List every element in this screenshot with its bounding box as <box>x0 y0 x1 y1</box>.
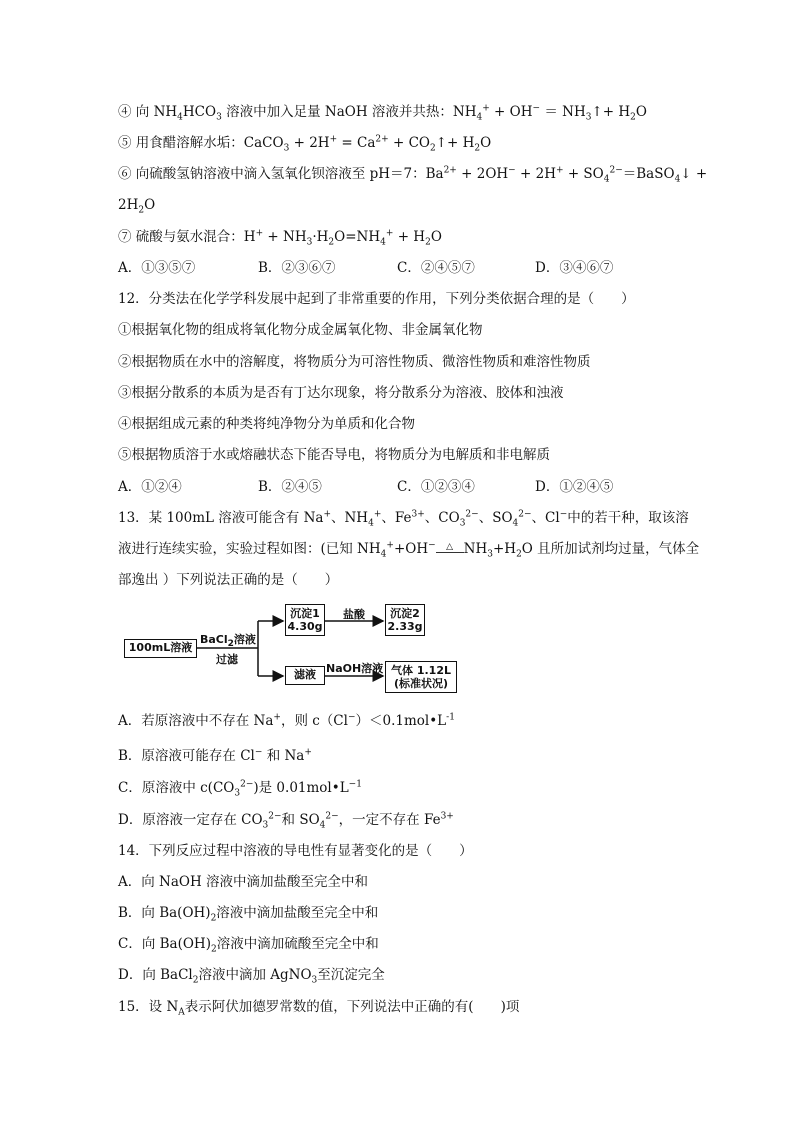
precipitate-2-box: 沉淀2 2.33g <box>385 604 425 636</box>
q12-stem: 12．分类法在化学学科发展中起到了非常重要的作用，下列分类依据合理的是（ ） <box>118 291 635 307</box>
filtrate-box: 滤液 <box>285 666 325 685</box>
q11-item-6: ⑥ 向硫酸氢钠溶液中滴入氢氧化钡溶液至 pH＝7：$Ba^{2+} + 2OH^- + 2H^+$ + $SO_4^{2-}=BaSO_4↓$ + <box>118 165 708 185</box>
q14-option-c: C．向 $Ba(OH)_2$溶液中滴加硫酸至完全中和 <box>118 936 379 955</box>
q13-option-a: A．若原溶液中不存在 Na+，则 $c(Cl^-)<0.1mol•L^{-1}$ <box>118 712 455 729</box>
q12-statement-4: ④根据组成元素的种类将纯净物分为单质和化合物 <box>118 416 415 432</box>
q12-statement-1: ①根据氧化物的组成将氧化物分成金属氧化物、非金属氧化物 <box>118 322 483 338</box>
precipitate-1-box: 沉淀1 4.30g <box>285 604 325 636</box>
q12-option-c: C．①②③④ <box>397 479 475 495</box>
heat-symbol: △ <box>436 543 464 553</box>
q14-stem: 14．下列反应过程中溶液的导电性有显著变化的是（ ） <box>118 843 473 859</box>
q13-option-d: D．原溶液一定存在 $CO_3^{2-}$和 $SO_4^{2-}$，一定不存在 $Fe^{3+}$ <box>118 811 454 831</box>
q11-item-6-cont: $2H_2O$ <box>118 197 156 216</box>
acid-label: 盐酸 <box>343 608 365 621</box>
q11-option-c: C．②④⑤⑦ <box>397 260 475 276</box>
gas-box: 气体 1.12L (标准状况) <box>385 661 457 693</box>
reagent-bacl2-label: BaCl$_2$溶液 <box>200 633 256 650</box>
q14-option-b: B．向 $Ba(OH)_2$溶液中滴加盐酸至完全中和 <box>118 905 379 924</box>
q14-option-a: A．向 NaOH 溶液中滴加盐酸至完全中和 <box>118 874 369 890</box>
q13-stem-line-1: 13．某 100mL 溶液可能含有 Na+、$NH_4^+$、$Fe^{3+}$、$CO_3^{2-}$、$SO_4^{2-}$、Cl−中的若干种，取该溶 <box>118 509 689 529</box>
q11-item-7: ⑦ 硫酸与氨水混合：$H^+ + NH_3\cdot H_2O=NH_4^+ + H_2O$ <box>118 228 442 248</box>
q15-stem: 15．设 $N_A$表示阿伏加德罗常数的值，下列说法中正确的有( )项 <box>118 999 520 1018</box>
q12-statement-2: ②根据物质在水中的溶解度，将物质分为可溶性物质、微溶性物质和难溶性物质 <box>118 354 591 370</box>
q13-option-b: B．原溶液可能存在 Cl− 和 Na+ <box>118 747 312 764</box>
q11-item-4: ④ 向 $NH_4HCO_3$ 溶液中加入足量 NaOH 溶液并共热：$NH_4^+ + OH^-$ ＝ $NH_3↑+ H_2O$ <box>118 103 647 123</box>
start-solution-box: 100mL溶液 <box>124 639 197 658</box>
naoh-label: NaOH溶液 <box>326 662 384 675</box>
filter-label: 过滤 <box>216 653 238 666</box>
q13-stem-line-3: 部逸出 ）下列说法正确的是（ ） <box>118 572 339 588</box>
q11-option-b: B．②③⑥⑦ <box>258 260 336 276</box>
q12-option-d: D．①②④⑤ <box>535 479 614 495</box>
q12-statement-5: ⑤根据物质溶于水或熔融状态下能否导电，将物质分为电解质和非电解质 <box>118 447 550 463</box>
q12-option-b: B．②④⑤ <box>258 479 322 495</box>
q13-option-c: C．原溶液中 $c(CO_3^{2-})$是 $0.01mol•L^{-1}$ <box>118 779 362 799</box>
q11-item-5: ⑤ 用食醋溶解水垢：CaCO$_3$ + $2H^+ = Ca^{2+}$ + $CO_2↑+ H_2O$ <box>118 134 492 154</box>
q11-option-d: D．③④⑥⑦ <box>535 260 614 276</box>
q12-statement-3: ③根据分散系的本质为是否有丁达尔现象，将分散系分为溶液、胶体和浊液 <box>118 385 564 401</box>
q11-option-a: A．①③⑤⑦ <box>118 260 196 276</box>
q12-option-a: A．①②④ <box>118 479 182 495</box>
q14-option-d: D．向 BaCl$_2$溶液中滴加 AgNO$_3$至沉淀完全 <box>118 967 385 986</box>
q13-stem-line-2: 液进行连续实验，实验过程如图：(已知 $NH_4^++OH^-$ △ $NH_3+H_2O$ 且所加试剂均过量，气体全 <box>118 540 700 560</box>
